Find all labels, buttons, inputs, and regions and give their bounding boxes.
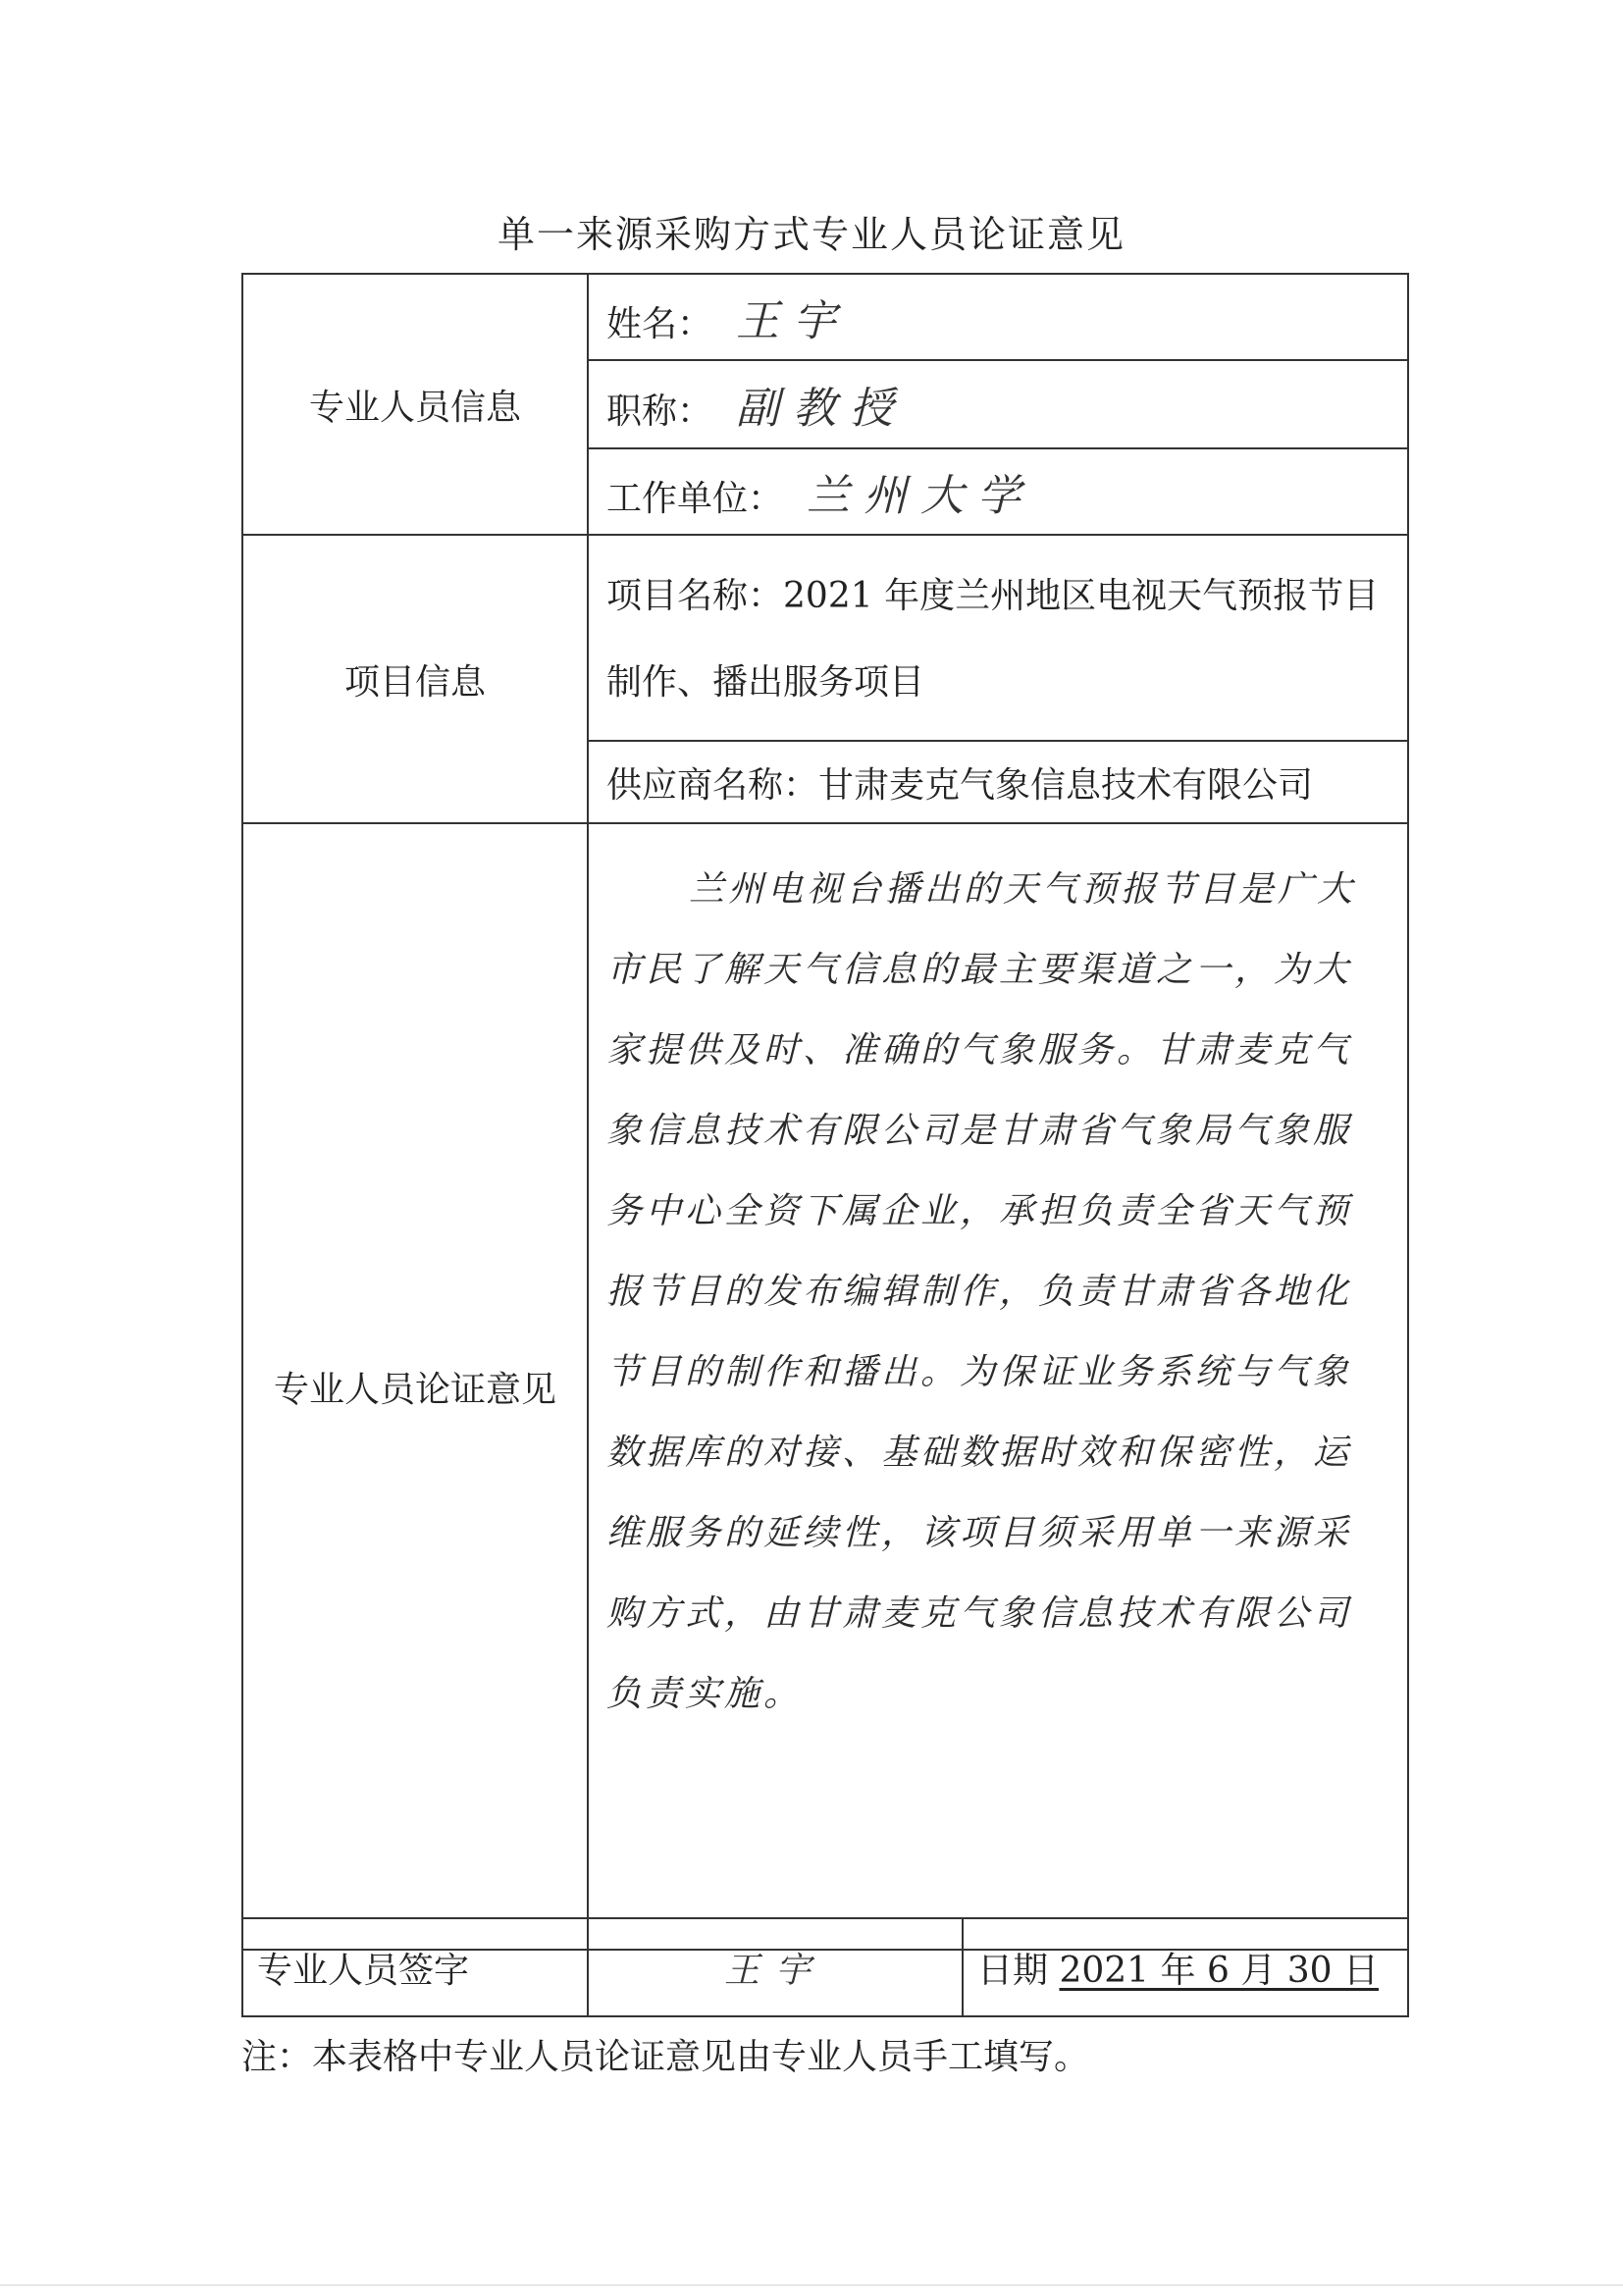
supplier-field	[588, 741, 1408, 823]
supplier-value: 甘肃麦克气象信息技术有限公司	[818, 764, 1314, 806]
date-value: 2021 年 6 月 30 日	[1059, 1950, 1380, 1991]
date-field	[963, 1918, 1408, 2016]
signature-table	[241, 1917, 1409, 2017]
unit-field	[588, 448, 1408, 535]
opinion-handwritten-text: 兰州电视台播出的天气预报节目是广大市民了解天气信息的最主要渠道之一，为大家提供及时、准确的气象服务。甘肃麦克气象信息技术有限公司是甘肃省气象局气象服务中心全资下属企业，承担负责全省天气预报节目的发布编辑制作，负责甘肃省各地化节目的制作和播出。为保证业务系统与气象数据库的对接、基础数据时效和保密性，运维服务的延续性，该项目须采用单一来源采购方式，由甘肃麦克气象信息技术有限公司负责实施。	[588, 823, 1408, 1950]
project-name-label: 项目名称：	[606, 576, 784, 616]
title-value: 副教授	[736, 384, 908, 434]
signature-value: 王宇	[588, 1918, 963, 2016]
project-name-field	[588, 535, 1408, 741]
unit-value: 兰州大学	[807, 471, 1035, 521]
name-value: 王宇	[736, 296, 851, 346]
document-title: 单一来源采购方式专业人员论证意见	[497, 213, 1126, 256]
signature-row	[242, 1918, 1408, 2016]
unit-label: 工作单位：	[606, 479, 784, 519]
name-field	[588, 274, 1408, 360]
scan-edge-divider	[0, 2284, 1623, 2286]
signature-label: 专业人员签字	[242, 1918, 588, 2016]
date-label: 日期	[977, 1950, 1049, 1991]
opinion-row	[242, 823, 1408, 1950]
title-field	[588, 360, 1408, 448]
opinion-form-table	[241, 273, 1409, 1951]
name-label: 姓名：	[606, 304, 713, 344]
opinion-label: 专业人员论证意见	[242, 823, 588, 1950]
personnel-info-label: 专业人员信息	[242, 274, 588, 535]
name-row	[242, 274, 1408, 360]
project-info-label: 项目信息	[242, 535, 588, 823]
supplier-label: 供应商名称：	[606, 764, 819, 806]
footnote: 注：本表格中专业人员论证意见由专业人员手工填写。	[241, 2037, 1090, 2077]
project-name-row	[242, 535, 1408, 741]
title-label: 职称：	[606, 391, 713, 432]
project-name-value: 2021 年度兰州地区电视天气预报节目制作、播出服务项目	[606, 576, 1380, 703]
